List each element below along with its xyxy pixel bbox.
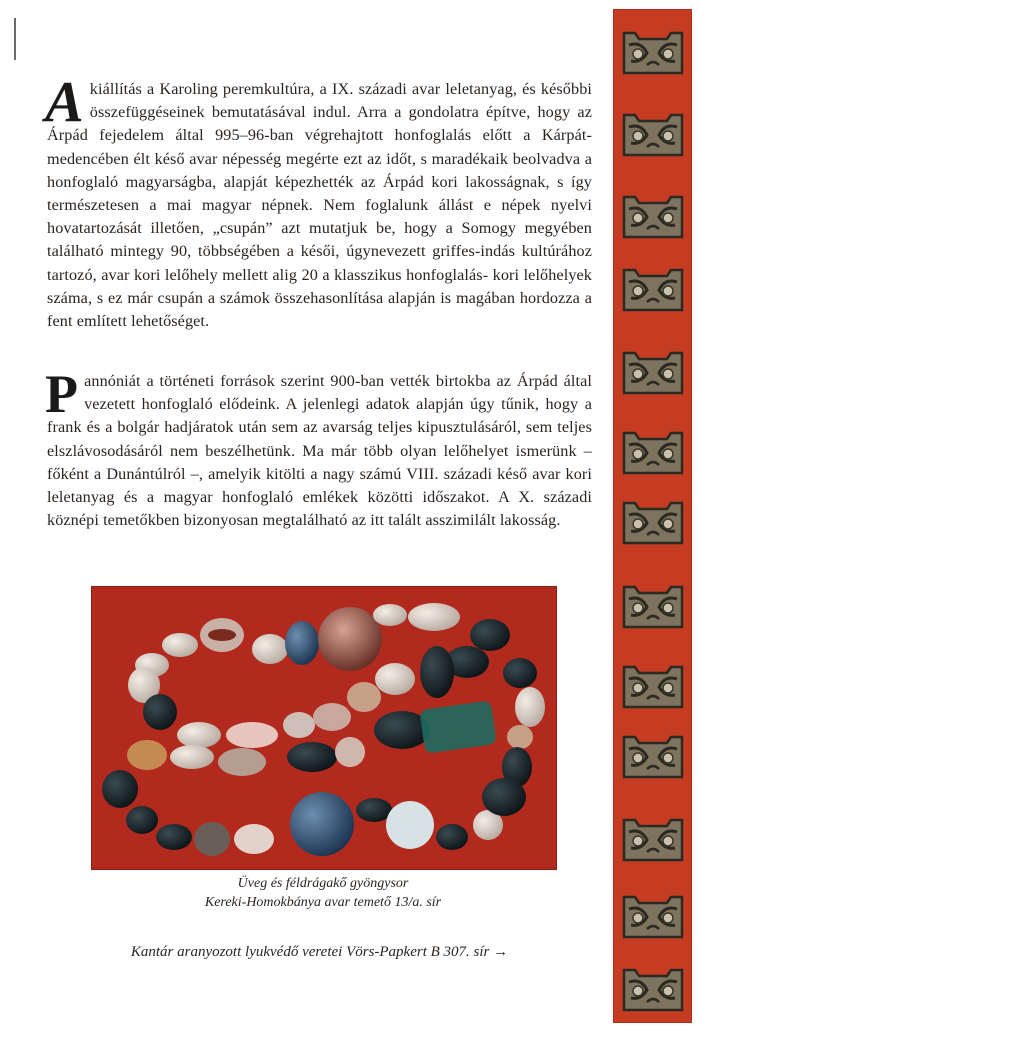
bead-necklace-illustration [92,587,556,869]
paragraph-1 [45,69,592,333]
bronze-fitting-plaque [621,497,685,547]
page-edge-mark [14,18,16,60]
dropcap-p: P [45,364,79,424]
dropcap-a: A [45,69,84,134]
bronze-fitting-plaque [621,347,685,397]
bronze-fitting-plaque [621,814,685,864]
bridle-fittings-strip [613,9,692,1023]
bronze-fitting-plaque [621,891,685,941]
bronze-fitting-plaque [621,264,685,314]
paragraph-1-text: kiállítás a Karoling peremkultúra, a IX. századi avar leletanyag, és későbbi összefüggéseinek bemutatásával indul. Arra a gondolatra építve, hogy az Árpád fejedelem által 995–96-ban végrehajtott honfoglalás előtt a Kárpát-medencében élt késő avar népesség megérte ezt az időt, s maradékaik beolvadva a honfoglaló magyarságba, alapját képezhették az Árpád kori lakosságnak, s így természetesen a mai magyar népnek. Nem foglalunk állást e népek nyelvi hovatartozását illetően, „csupán” azt mutatjuk be, hogy a Somogy megyében található mintegy 90, többségében a késői, úgynevezett griffes-indás kultúrához tartozó, avar kori lelőhely mellett alig 20 a klasszikus honfoglalás- kori lelőhelyek száma, s ez már csupán a számok összehasonlítása alapján is magában hordozza a fent említett lehetőséget. [47,80,592,331]
bronze-fitting-plaque [621,661,685,711]
bronze-fitting-plaque [621,581,685,631]
paragraph-2 [45,364,592,532]
photo-caption-line-1: Üveg és féldrágakő gyöngysor [237,876,409,891]
bronze-fitting-plaque [621,964,685,1014]
strip-caption: Kantár aranyozott lyukvédő veretei Vörs-Papkert B 307. sír → [130,944,509,960]
photo-caption-line-2: Kereki-Homokbánya avar temető 13/a. sír [204,895,442,910]
paragraph-2-text: annóniát a történeti források szerint 900-ban vették birtokba az Árpád által vezetett honfoglaló elődeink. A jelenlegi adatok alapján úgy tűnik, hogy a frank és a bolgár hadjáratok után sem az avarság teljes kipusztulásáról, sem teljes elszlávosodásáról nem beszélhetünk. Ma már több olyan lelőhelyet ismerünk – főként a Dunántúlról –, amelyik kitölti a nagy számú VIII. századi késő avar kori leletanyag és a magyar honfoglaló emlékek közötti időszakot. A X. századi köznépi temetőkben bizonyosan megtalálható az itt talált asszimilált lakosság. [47,372,592,530]
bead-necklace-photo [91,586,557,870]
bronze-fitting-plaque [621,191,685,241]
bronze-fitting-plaque [621,731,685,781]
bronze-fitting-plaque [621,109,685,159]
bronze-fitting-plaque [621,427,685,477]
bronze-fitting-plaque [621,27,685,77]
